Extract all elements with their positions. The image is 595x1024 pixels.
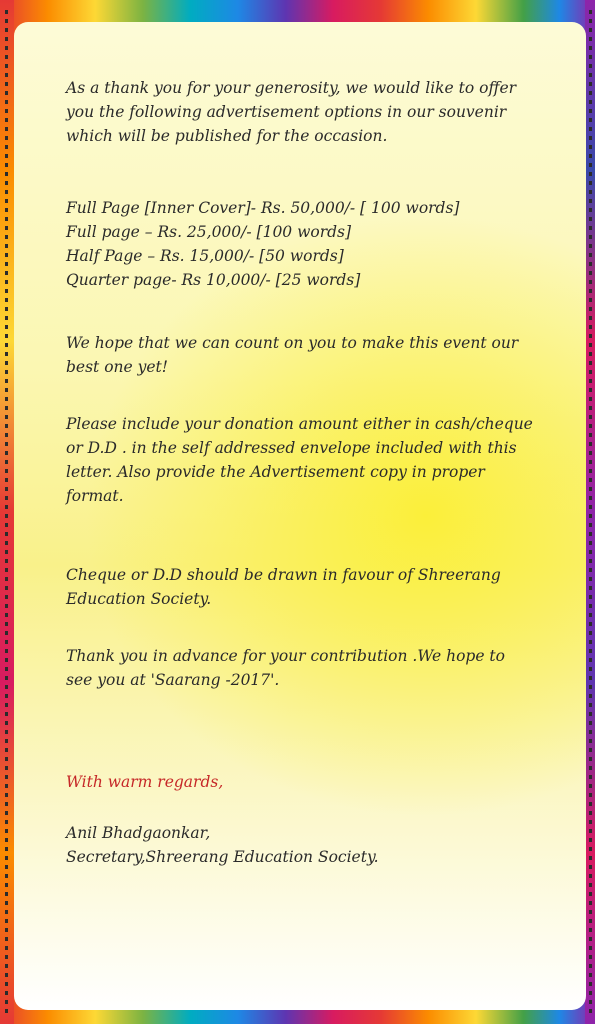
intro-line: As a thank you for your generosity, we would like to offer: [66, 79, 517, 97]
intro-line: which will be published for the occasion.: [66, 127, 388, 145]
hope-paragraph: [66, 331, 556, 379]
thanks-line: Thank you in advance for your contribution .We hope to: [66, 647, 505, 665]
signature-block: [66, 821, 556, 869]
stitch-border-left: [5, 10, 8, 1014]
hope-line: best one yet!: [66, 358, 169, 376]
cheque-line: Education Society.: [66, 590, 212, 608]
donation-paragraph: [66, 412, 556, 508]
option-full-page-inner-cover: Full Page [Inner Cover]- Rs. 50,000/- [ 100 words]: [66, 199, 460, 217]
letter-paper: [14, 22, 586, 1010]
closing-text: With warm regards,: [66, 773, 224, 791]
intro-line: you the following advertisement options in our souvenir: [66, 103, 507, 121]
hope-line: We hope that we can count on you to make this event our: [66, 334, 519, 352]
intro-paragraph: [66, 76, 556, 148]
donation-line: format.: [66, 487, 124, 505]
thanks-paragraph: [66, 644, 556, 692]
signatory-title: Secretary,Shreerang Education Society.: [66, 848, 379, 866]
cheque-paragraph: [66, 563, 556, 611]
thanks-line: see you at 'Saarang -2017'.: [66, 671, 280, 689]
advertisement-options: [66, 196, 556, 292]
closing-salutation: [66, 770, 556, 794]
cheque-line: Cheque or D.D should be drawn in favour of Shreerang: [66, 566, 501, 584]
stitch-border-right: [589, 10, 592, 1014]
donation-line: Please include your donation amount either in cash/cheque: [66, 415, 533, 433]
option-quarter-page: Quarter page- Rs 10,000/- [25 words]: [66, 271, 361, 289]
option-full-page: Full page – Rs. 25,000/- [100 words]: [66, 223, 352, 241]
donation-line: or D.D . in the self addressed envelope included with this: [66, 439, 517, 457]
option-half-page: Half Page – Rs. 15,000/- [50 words]: [66, 247, 344, 265]
donation-line: letter. Also provide the Advertisement copy in proper: [66, 463, 485, 481]
signatory-name: Anil Bhadgaonkar,: [66, 824, 211, 842]
